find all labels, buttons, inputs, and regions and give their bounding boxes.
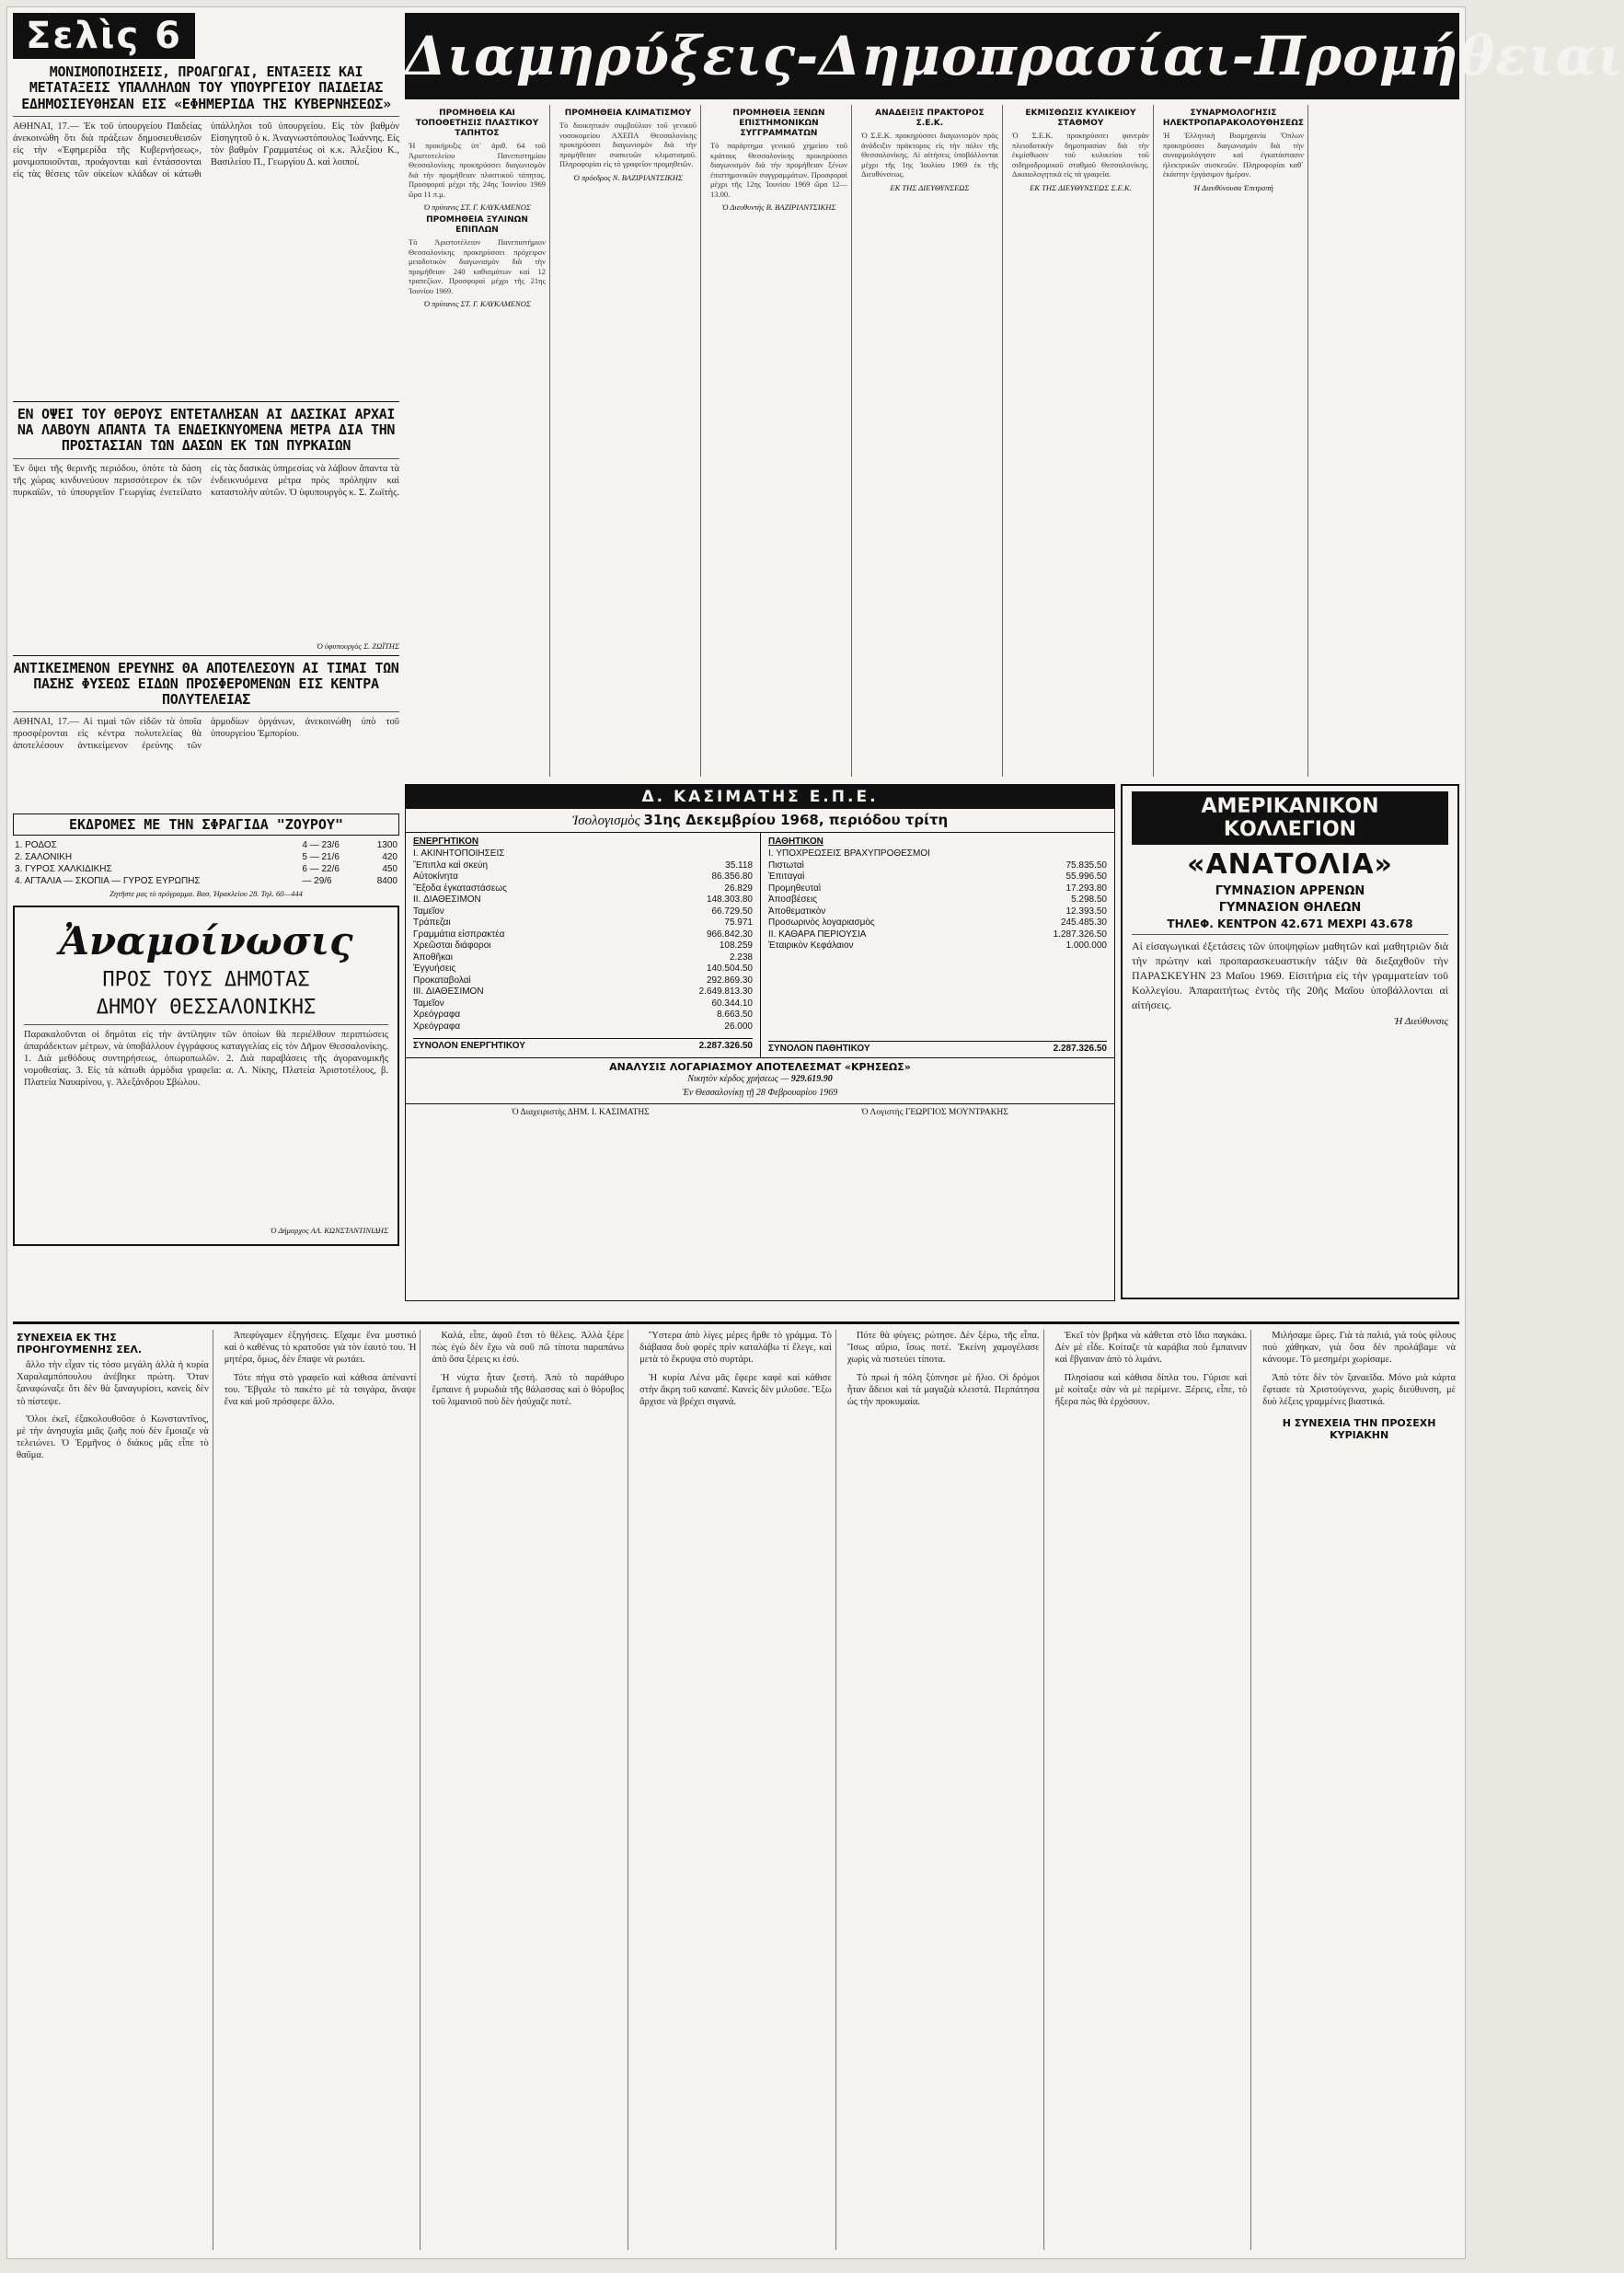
table-row — [413, 963, 753, 975]
serial-paragraph: Πλησίασα καὶ κάθισα δίπλα του. Γύρισε καὶ μὲ κοίταξε σὰν νὰ μὲ περίμενε. Ξέρεις, εἶπε, τὸ ἤξερα πὼς θὰ ἐρχόσουν. — [1054, 1372, 1248, 1408]
row-label: II. ΔΙΑΘΕΣΙΜΟΝ — [413, 894, 481, 905]
row-label: Χρεῶσται διάφοροι — [413, 940, 491, 951]
notice-signature: Ὁ πρύτανις ΣΤ. Γ. ΚΑΥΚΑΜΕΝΟΣ — [423, 202, 531, 212]
row-label: Ἔπιπλα καὶ σκεύη — [413, 860, 489, 871]
divider — [24, 1024, 388, 1025]
notice-title: ΑΝΑΔΕΙΞΙΣ ΠΡΑΚΤΟΡΟΣ Σ.Ε.Κ. — [875, 109, 985, 128]
serial-paragraph: Ἀπὸ τότε δὲν τὸν ξαναεῖδα. Μόνο μιὰ κάρτα ἔφτασε τὰ Χριστούγεννα, χωρὶς διεύθυνση, μὲ δυὸ λέξεις γραμμένες βιαστικά. — [1262, 1372, 1456, 1408]
college-title: ΑΜΕΡΙΚΑΝΙΚΟΝ ΚΟΛΛΕΓΙΟΝ — [1132, 791, 1448, 845]
row-value: 75.971 — [724, 917, 753, 928]
balance-columns — [406, 833, 1114, 1057]
excursions-title: ΕΚΔΡΟΜΕΣ ΜΕ ΤΗΝ ΣΦΡΑΓΙΔΑ "ΖΟΥΡΟΥ" — [13, 813, 399, 836]
college-phone: ΤΗΛΕΦ. ΚΕΝΤΡΟΝ 42.671 ΜΕΧΡΙ 43.678 — [1167, 917, 1413, 930]
college-boys-school: ΓΥΜΝΑΣΙΟΝ ΑΡΡΕΝΩΝ — [1215, 884, 1365, 898]
table-row — [413, 883, 753, 895]
row-label: III. ΔΙΑΘΕΣΙΜΟΝ — [413, 987, 484, 997]
row-value: 66.729.50 — [711, 906, 753, 917]
notice-title: ΠΡΟΜΗΘΕΙΑ ΞΥΛΙΝΩΝ ΕΠΙΠΛΩΝ — [426, 215, 528, 235]
divider — [13, 711, 399, 712]
excursion-price: 450 — [382, 864, 397, 875]
divider — [13, 116, 399, 117]
notice-column — [858, 105, 1003, 777]
row-value: 966.842.30 — [706, 929, 753, 940]
divider — [13, 655, 399, 656]
row-label: Ἑταιρικὸν Κεφάλαιον — [768, 940, 854, 951]
serial-story-section — [13, 1321, 1459, 2256]
serial-column — [1259, 1330, 1459, 2250]
signature-forest-fires: Ὁ ὑφυπουργὸς Σ. ΖΩΪΤΗΣ — [316, 640, 399, 651]
table-row — [13, 875, 399, 887]
tenders-banner: Διαμηρύξεις-Δημοπρασίαι-Προμήθειαι — [405, 13, 1459, 99]
announcement-signature: Ὁ Δήμαρχος ΑΛ. ΚΩΝΣΤΑΝΤΙΝΙΔΗΣ — [270, 1226, 388, 1236]
total-value: 2.287.326.50 — [1053, 1043, 1107, 1054]
notice-signature: ΕΚ ΤΗΣ ΔΙΕΥΘΥΝΣΕΩΣ — [890, 182, 970, 192]
college-name: «ΑΝΑΤΟΛΙΑ» — [1187, 848, 1393, 881]
notice-grid — [405, 105, 1459, 777]
excursion-dates: 6 — 22/6 — [302, 864, 340, 875]
row-value: 60.344.10 — [711, 998, 753, 1009]
row-label: Ἀποθεματικὸν — [768, 906, 826, 917]
college-girls-school: ΓΥΜΝΑΣΙΟΝ ΘΗΛΕΩΝ — [1218, 901, 1362, 915]
row-value: 75.835.50 — [1065, 860, 1107, 871]
top-section — [7, 7, 1624, 1314]
serial-paragraph: Τότε πήγα στὸ γραφεῖο καὶ κάθισα ἀπέναντί του. Ἔβγαλε τὸ πακέτο μὲ τὰ τσιγάρα, ἄναψε ἕνα καὶ μοῦ πρόσφερε ἄλλο. — [224, 1372, 417, 1408]
table-row — [13, 851, 399, 863]
row-value: 245.485.30 — [1060, 917, 1107, 928]
profit-loss-title: ΑΝΑΛΥΣΙΣ ΛΟΓΑΡΙΑΣΜΟΥ ΑΠΟΤΕΛΕΣΜΑΤ «ΚΡΗΣΕΩΣ» — [406, 1057, 1114, 1074]
row-value: 2.649.813.30 — [698, 987, 753, 997]
balance-subtitle-a: Ἰσολογισμὸς — [571, 813, 640, 828]
table-row — [413, 871, 753, 883]
serial-paragraph: Ἡ νύχτα ἦταν ζεστή. Ἀπὸ τὸ παράθυρο ἔμπαινε ἡ μυρωδιὰ τῆς θάλασσας καὶ ὁ θόρυβος τοῦ λιμανιοῦ ποὺ δὲν ἡσύχαζε ποτέ. — [432, 1372, 625, 1408]
right-area — [405, 13, 1624, 1306]
municipal-announcement — [13, 906, 399, 1246]
excursion-price: 8400 — [376, 876, 397, 887]
headline-luxury-prices: ΑΝΤΙΚΕΙΜΕΝΟΝ ΕΡΕΥΝΗΣ ΘΑ ΑΠΟΤΕΛΕΣΟΥΝ ΑΙ ΤΙΜΑΙ ΤΩΝ ΠΑΣΗΣ ΦΥΣΕΩΣ ΕΙΔΩΝ ΠΡΟΣΦΕΡΟΜΕΝΩΝ ΕΙΣ ΚΕΝΤΡΑ ΠΟΛΥΤΕΛΕΙΑΣ — [13, 659, 399, 708]
notice-signature: Ὁ Διευθυντής Β. ΒΑΖΙΡΙΑΝΤΣΙΚΗΣ — [721, 202, 836, 212]
row-value: 55.996.50 — [1065, 871, 1107, 882]
notice-signature: Ὁ πρύτανις ΣΤ. Γ. ΚΑΥΚΑΜΕΝΟΣ — [423, 299, 531, 308]
profit-loss-total: 929.619.90 — [790, 1073, 833, 1084]
notice-signature: Ὁ πρόεδρος Ν. ΒΑΖΙΡΙΑΝΤΣΙΚΗΣ — [572, 172, 684, 182]
divider — [13, 401, 399, 402]
serial-paragraph: Τὸ πρωὶ ἡ πόλη ξύπνησε μὲ ἥλιο. Οἱ δρόμοι ἦταν ἄδειοι καὶ τὰ μαγαζιὰ κλειστά. Περπάτησα ὡς τὴν προκυμαία. — [847, 1372, 1040, 1408]
excursion-name: 2. ΣΑΛΟΝΙΚΗ — [15, 852, 73, 863]
table-row — [413, 952, 753, 964]
assets-side — [406, 833, 760, 1057]
row-label: Ἀποθῆκαι — [413, 952, 453, 963]
announcement-heading: Ἀναμοίνωσις — [59, 918, 353, 964]
table-row — [768, 917, 1107, 929]
notice-title: ΕΚΜΙΣΘΩΣΙΣ ΚΥΛΙΚΕΙΟΥ ΣΤΑΘΜΟΥ — [1025, 109, 1136, 128]
serial-column — [1052, 1330, 1252, 2250]
balance-subtitle — [406, 809, 1114, 833]
row-value: 26.829 — [724, 883, 753, 894]
balance-signatures — [406, 1103, 1114, 1121]
row-value: 292.869.30 — [706, 975, 753, 986]
balance-date: Ἐν Θεσσαλονίκῃ τῇ 28 Φεβρουαρίου 1969 — [682, 1087, 838, 1098]
serial-heading: ΣΥΝΕΧΕΙΑ ΕΚ ΤΗΣ ΠΡΟΗΓΟΥΜΕΝΗΣ ΣΕΛ. — [17, 1332, 143, 1356]
table-row — [413, 906, 753, 918]
table-row — [768, 940, 1107, 952]
row-label: II. ΚΑΘΑΡΑ ΠΕΡΙΟΥΣΙΑ — [768, 929, 867, 940]
serial-paragraph: Πότε θὰ φύγεις; ρώτησε. Δὲν ξέρω, τῆς εἶπα. Ἴσως αὔριο, ἴσως ποτέ. Ἐκείνη χαμογέλασε χωρὶς νὰ πιστεύει τίποτα. — [847, 1331, 1040, 1366]
row-label: Γραμμάτια εἰσπρακτέα — [413, 929, 505, 940]
row-value: 148.303.80 — [706, 894, 753, 905]
notice-title: ΣΥΝΑΡΜΟΛΟΓΗΣΙΣ ΗΛΕΚΤΡΟΠΑΡΑΚΟΛΟΥΘΗΣΕΩΣ — [1162, 109, 1305, 128]
notice-body: Ὁ Σ.Ε.Κ. προκηρύσσει φανερὰν πλειοδοτικὴν δημοπρασίαν διὰ τὴν ἐκμίσθωσιν τοῦ κυλικείου τοῦ σιδηροδρομικοῦ σταθμοῦ Θεσσαλονίκης. Δικαιολογητικὰ εἰς τὰ γραφεῖα. — [1011, 131, 1149, 179]
row-label: Αὐτοκίνητα — [413, 871, 458, 882]
row-label: Προμηθευταὶ — [768, 883, 822, 894]
table-row — [13, 863, 399, 875]
row-label: Προκαταβολαὶ — [413, 975, 471, 986]
table-row — [413, 1021, 753, 1033]
row-label: I. ΑΚΙΝΗΤΟΠΟΙΗΣΕΙΣ — [413, 848, 505, 859]
serial-column — [844, 1330, 1044, 2250]
row-label: Ἀποσβέσεις — [768, 894, 818, 905]
serial-column — [221, 1330, 421, 2250]
excursion-dates: 5 — 21/6 — [302, 852, 340, 863]
headline-forest-fires: ΕΝ ΟΨΕΙ ΤΟΥ ΘΕΡΟΥΣ ΕΝΤΕΤΑΛΗΣΑΝ ΑΙ ΔΑΣΙΚΑΙ ΑΡΧΑΙ ΝΑ ΛΑΒΟΥΝ ΑΠΑΝΤΑ ΤΑ ΕΝΔΕΙΚΝΥΟΜΕΝΑ ΜΕΤΡΑ ΔΙΑ ΤΗΝ ΠΡΟΣΤΑΣΙΑΝ ΤΩΝ ΔΑΣΩΝ ΕΚ ΤΩΝ ΠΥΡΚΑΙΩΝ — [17, 405, 396, 455]
row-value: 108.259 — [719, 940, 753, 951]
row-value: 140.504.50 — [706, 963, 753, 974]
manager-signature: Ὁ Διαχειριστὴς ΔΗΜ. Ι. ΚΑΣΙΜΑΤΗΣ — [512, 1107, 650, 1117]
notice-body: Τὸ Ἀριστοτέλειον Πανεπιστήμιον Θεσσαλονίκης προκηρύσσει πρόχειρον μειοδοτικὸν διαγωνισμὸν διὰ τὴν προμήθειαν 240 καθισμάτων καὶ 12 τραπεζίων. Προσφοραὶ μέχρι τῆς 21ης Ἰουνίου 1969. — [409, 237, 546, 295]
table-row — [413, 929, 753, 941]
row-value: 17.293.80 — [1065, 883, 1107, 894]
announcement-line-1: ΠΡΟΣ ΤΟΥΣ ΔΗΜΟΤΑΣ — [102, 968, 310, 992]
row-label: Ἔξοδα ἐγκαταστάσεως — [413, 883, 507, 894]
profit-loss-subtitle: Νικητὸν κέρδος χρήσεως — 929.619.90 — [687, 1073, 833, 1084]
serial-column — [428, 1330, 628, 2250]
row-value: 8.663.50 — [717, 1010, 753, 1020]
article-appointments: ΑΘΗΝΑΙ, 17.— Ἐκ τοῦ ὑπουργείου Παιδείας ἀνεκοινώθη ὅτι διὰ πράξεων δημοσιευθεισῶν εἰς τὴν «Ἐφημερίδα τῆς Κυβερνήσεως», μονιμοποιοῦνται, προάγονται καὶ ἐντάσσονται εἰς τὰς θέσεις τῶν οἰκείων κλάδων οἱ κάτωθι ὑπάλληλοι τοῦ ὑπουργείου. Εἰς τὸν βαθμὸν Εἰσηγητοῦ ὁ κ. Ἀναγνωστόπουλος Ἰωάννης. Εἰς τὸν βαθμὸν Γραμματέως οἱ κ.κ. Ἀλεξίου Κ., Βασιλείου Π., Γεωργίου Δ. καὶ λοιποί. — [13, 121, 399, 179]
notice-column — [1159, 105, 1308, 777]
profit-loss-label: Νικητὸν κέρδος χρήσεως — [687, 1073, 778, 1084]
row-value: 2.238 — [729, 952, 753, 963]
serial-paragraph: Καλά, εἶπε, ἀφοῦ ἔτσι τὸ θέλεις. Ἀλλὰ ξέρε πὼς ἐγὼ δὲν ἔχω νὰ σοῦ πῶ τίποτα παραπάνω ἀπὸ ὅσα ξέρεις κι ἐσύ. — [432, 1331, 625, 1366]
table-row — [413, 917, 753, 929]
left-column — [13, 13, 399, 1306]
row-value: 1.287.326.50 — [1053, 929, 1107, 940]
notice-signature: ΕΚ ΤΗΣ ΔΙΕΥΘΥΝΣΕΩΣ Σ.Ε.Κ. — [1030, 182, 1132, 192]
row-label: Τράπεζαι — [413, 917, 451, 928]
excursions-footer: Ζητῆστε μας τὸ πρόγραμμα. Βασ. Ἡρακλείου 28. Τηλ. 60—444 — [109, 889, 303, 899]
notice-signature: Ἡ Διευθύνουσα Ἐπιτροπὴ — [1193, 182, 1273, 192]
notice-body: Τὸ παράρτημα γενικοῦ χημείου τοῦ κράτους Θεσσαλονίκης προκηρύσσει διαγωνισμὸν διὰ τὴν προμήθειαν ξένων ἐπιστημονικῶν συγγραμμάτων. Προσφοραὶ μέχρι τῆς 12ης Ἰουνίου 1969 ὥρα 12—13.00. — [709, 141, 847, 199]
assets-total-row — [413, 1038, 753, 1051]
table-row — [768, 860, 1107, 872]
serial-paragraph: Ἀπεφύγαμεν ἐξηγήσεις. Εἴχαμε ἕνα μυστικό καὶ ὁ καθένας τὸ κρατοῦσε γιὰ τὸν ἑαυτό του. Ἡ μητέρα, ὅμως, δὲν ἔπαψε νὰ ρωτάει. — [224, 1331, 417, 1366]
row-label: Ταμεῖον — [413, 998, 444, 1009]
divider — [1132, 934, 1448, 935]
table-row — [13, 839, 399, 851]
serial-column — [13, 1330, 213, 2250]
excursion-name: 1. ΡΟΔΟΣ — [15, 840, 57, 851]
excursion-price: 420 — [382, 852, 397, 863]
serial-paragraph: Ὕστερα ἀπὸ λίγες μέρες ἤρθε τὸ γράμμα. Τὸ διάβασα δυὸ φορὲς πρὶν καταλάβω τί ἔλεγε, καὶ μετὰ τὸ ἔκρυψα στὸ συρτάρι. — [639, 1331, 832, 1366]
excursion-price: 1300 — [376, 840, 397, 851]
headline-appointments: ΜΟΝΙΜΟΠΟΙΗΣΕΙΣ, ΠΡΟΑΓΩΓΑΙ, ΕΝΤΑΞΕΙΣ ΚΑΙ ΜΕΤΑΤΑΞΕΙΣ ΥΠΑΛΛΗΛΩΝ ΤΟΥ ΥΠΟΥΡΓΕΙΟΥ ΠΑΙΔΕΙΑΣ ΕΔΗΜΟΣΙΕΥΘΗΣΑΝ ΕΙΣ «ΕΦΗΜΕΡΙΔΑ ΤΗΣ ΚΥΒΕΡΝΗΣΕΩΣ» — [21, 63, 391, 112]
notice-body: Τὸ διοικητικὸν συμβούλιον τοῦ γενικοῦ νοσοκομείου ΑΧΕΠΑ Θεσσαλονίκης προκηρύσσει διαγωνισμὸν διὰ τὴν προμήθειαν συσκευῶν κλιματισμοῦ. Πληροφορίαι εἰς τὸ γραφεῖον προμηθειῶν. — [559, 121, 697, 168]
article-forest-fires: Ἐν ὄψει τῆς θερινῆς περιόδου, ὁπότε τὰ δάση τῆς χώρας κινδυνεύουν περισσότερον ἐκ τῶν πυρκαϊῶν, τὸ ὑπουργεῖον Γεωργίας ἐνετείλατο εἰς τὰς δασικὰς ὑπηρεσίας νὰ λάβουν ἅπαντα τὰ ἐνδεικνυόμενα μέτρα πρὸς πρόληψιν καὶ καταστολὴν αὐτῶν. Ὁ ὑφυπουργὸς κ. Σ. Ζωϊτὴς. — [13, 463, 399, 498]
balance-subtitle-b: 31ης Δεκεμβρίου 1968, περιόδου τρίτη — [643, 812, 949, 828]
notice-column — [405, 105, 550, 777]
total-label: ΣΥΝΟΛΟΝ ΕΝΕΡΓΗΤΙΚΟΥ — [413, 1041, 525, 1051]
table-row — [768, 848, 1107, 860]
row-value: 5.298.50 — [1071, 894, 1107, 905]
notice-title: ΠΡΟΜΗΘΕΙΑ ΚΛΙΜΑΤΙΣΜΟΥ — [564, 109, 692, 118]
college-body: Αἱ εἰσαγωγικαὶ ἐξετάσεις τῶν ὑποψηφίων μαθητῶν καὶ μαθητριῶν διὰ τὴν πρώτην καὶ προπαρασκευαστικὴν τάξιν θὰ διεξαχθοῦν τὴν ΠΑΡΑΣΚΕΥΗΝ 23 Μαΐου 1969. Εἰσιτήρια εἰς τὴν γραμματείαν τοῦ Κολλεγίου. Ἀπαραιτήτως ἐντὸς τῆς 20ῆς Μαΐου ὑποβάλλονται αἱ αἰτήσεις. — [1132, 940, 1448, 1011]
table-row — [413, 848, 753, 860]
table-row — [413, 860, 753, 872]
accountant-signature: Ὁ Λογιστὴς ΓΕΩΡΓΙΟΣ ΜΟΥΝΤΡΑΚΗΣ — [861, 1107, 1008, 1117]
notice-title: ΠΡΟΜΗΘΕΙΑ ΞΕΝΩΝ ΕΠΙΣΤΗΜΟΝΙΚΩΝ ΣΥΓΓΡΑΜΜΑΤΩΝ — [732, 109, 825, 138]
table-row — [413, 940, 753, 952]
article-luxury-prices: ΑΘΗΝΑΙ, 17.— Αἱ τιμαὶ τῶν εἰδῶν τὰ ὁποῖα προσφέρονται εἰς κέντρα πολυτελείας θὰ ἀποτελέσουν ἀντικείμενον ἐρεύνης τῶν ἀρμοδίων ὀργάνων, ἀνεκοινώθη ὑπὸ τοῦ ὑπουργείου Ἐμπορίου. — [13, 717, 399, 752]
notice-column — [1008, 105, 1154, 777]
table-row — [768, 871, 1107, 883]
page-number-label: Σελὶς 6 — [13, 13, 195, 59]
table-row — [413, 975, 753, 987]
serial-grid — [13, 1324, 1459, 2250]
excursion-name: 3. ΓΥΡΟΣ ΧΑΛΚΙΔΙΚΗΣ — [15, 864, 112, 875]
serial-paragraph: Ἐκεῖ τὸν βρῆκα νὰ κάθεται στὸ ἴδιο παγκάκι. Δὲν μὲ εἶδε. Κοίταζε τὰ καράβια ποὺ ἔμπαιναν καὶ ἔβγαιναν ἀπὸ τὸ λιμάνι. — [1054, 1331, 1248, 1366]
excursion-dates: 4 — 23/6 — [302, 840, 340, 851]
excursion-name: 4. ΑΓΤΑΛΙΑ — ΣΚΟΠΙΑ — ΓΥΡΟΣ ΕΥΡΩΠΗΣ — [15, 876, 201, 887]
announcement-line-2: ΔΗΜΟΥ ΘΕΣΣΑΛΟΝΙΚΗΣ — [96, 996, 317, 1020]
row-label: Πιστωταὶ — [768, 860, 804, 871]
newspaper-page — [7, 7, 1624, 2258]
row-value: 26.000 — [724, 1021, 753, 1032]
row-value: 35.118 — [725, 860, 753, 871]
row-value: 86.356.80 — [711, 871, 753, 882]
notice-body: Ἡ Ἑλληνικὴ Βιομηχανία Ὅπλων προκηρύσσει διαγωνισμὸν διὰ τὴν συναρμολόγησιν καὶ ἐγκατάστασιν ἠλεκτρικῶν συσκευῶν. Πληροφορίαι καθ᾿ ἑκάστην ἐργάσιμον ἡμέραν. — [1162, 131, 1305, 179]
notice-body: Ἡ προκήρυξις ὑπ᾿ ἀριθ. 64 τοῦ Ἀριστοτελείου Πανεπιστημίου Θεσσαλονίκης προκηρύσσει διαγωνισμὸν διὰ τὴν προμήθειαν πλαστικοῦ τάπητος. Προσφοραὶ μέχρι τῆς 24ης Ἰουνίου 1969 ὥρα 11 π.μ. — [409, 141, 546, 199]
total-value: 2.287.326.50 — [698, 1041, 753, 1051]
assets-heading: ΕΝΕΡΓΗΤΙΚΟΝ — [413, 837, 479, 847]
serial-paragraph: Ὅλοι ἐκεῖ, ἐξακολουθοῦσε ὁ Κωνσταντῖνος, μὲ τὴν ἀνησυχία μιᾶς ζωῆς ποὺ δὲν ἔμοιαζε νὰ τελειώνει. Ὁ Ἐρμῆνος ὁ διάκος μᾶς εἶπε τὸ θαῦμα. — [17, 1413, 209, 1461]
table-row — [768, 894, 1107, 906]
liabilities-heading: ΠΑΘΗΤΙΚΟΝ — [768, 837, 824, 847]
notice-column — [707, 105, 852, 777]
serial-column — [636, 1330, 836, 2250]
announcement-body: Παρακαλοῦνται οἱ δημόται εἰς τὴν ἀντίληψιν τῶν ὁποίων θὰ περιέλθουν περιπτώσεις ἀπαράδεκτων μέτρων, νὰ ὑποβάλλουν ἐγγράφους καταγγελίας εἰς τὸν Δῆμον Θεσσαλονίκης. 1. Διὰ μεθόδους συντηρήσεως, ὀπωροπωλῶν. 2. Διὰ παραβάσεις τῆς ἀγορανομικῆς νομοθεσίας. 3. Εἰς τὰ κάτωθι ἀρμόδια γραφεῖα: α. Λ. Νίκης, Πλατεία Ἀριστοτέλους, β. Πλατεία Ναυαρίνου, γ. Ἀλεξάνδρου Σβώλου. — [24, 1030, 388, 1089]
table-row — [768, 929, 1107, 941]
notices-area — [405, 105, 1459, 1301]
row-value: 12.393.50 — [1065, 906, 1107, 917]
notice-title: ΠΡΟΜΗΘΕΙΑ ΚΑΙ ΤΟΠΟΘΕΤΗΣΙΣ ΠΛΑΣΤΙΚΟΥ ΤΑΠΗΤΟΣ — [415, 109, 539, 138]
row-label: I. ΥΠΟΧΡΕΩΣΕΙΣ ΒΡΑΧΥΠΡΟΘΕΣΜΟΙ — [768, 848, 930, 859]
row-label: Χρεόγραφα — [413, 1021, 461, 1032]
row-label: Ἐπιταγαὶ — [768, 871, 805, 882]
table-row — [768, 883, 1107, 895]
college-footer: Ἡ Διεύθυνσις — [1394, 1016, 1448, 1027]
row-label: Προσωρινὸς λογαριασμὸς — [768, 917, 875, 928]
notice-column — [1314, 105, 1459, 777]
liabilities-side — [760, 833, 1114, 1057]
notice-column — [556, 105, 701, 777]
total-label: ΣΥΝΟΛΟΝ ΠΑΘΗΤΙΚΟΥ — [768, 1043, 870, 1054]
table-row — [768, 906, 1107, 918]
table-row — [413, 998, 753, 1010]
serial-paragraph: Μιλήσαμε ὥρες. Γιὰ τὰ παλιά, γιὰ τοὺς φίλους ποὺ χάθηκαν, γιὰ ὅσα δὲν προλάβαμε νὰ κάνουμε. Τὸ μεσημέρι χωρίσαμε. — [1262, 1331, 1456, 1366]
excursions-table — [13, 839, 399, 887]
row-label: Ἐγγυήσεις — [413, 963, 456, 974]
table-row — [413, 987, 753, 998]
table-row — [413, 894, 753, 906]
row-value: 1.000.000 — [1065, 940, 1107, 951]
divider — [13, 458, 399, 459]
serial-paragraph: Ἡ κυρία Λένα μᾶς ἔφερε καφὲ καὶ κάθισε στὴν ἄκρη τοῦ καναπέ. Κανεὶς δὲν μιλοῦσε. Ἔξω ἄρχισε νὰ βρέχει σιγανά. — [639, 1372, 832, 1408]
row-label: Χρεόγραφα — [413, 1010, 461, 1020]
balance-company: Δ. ΚΑΣΙΜΑΤΗΣ Ε.Π.Ε. — [406, 785, 1114, 809]
excursion-dates: — 29/6 — [302, 876, 332, 887]
serial-paragraph: ἄλλο τὴν εἶχαν τίς τόσο μεγάλη ἀλλὰ ἡ κυρία Χαραλαμπόπουλου ἀνέβηκε πρώτη. Ὅταν ξαναφώναξε ὅτι δὲν θὰ ξαναγυρίσει, κανεὶς δὲν τὸ πίστεψε. — [17, 1360, 209, 1407]
liabilities-total-row — [768, 1041, 1107, 1054]
serial-continuation-note: Η ΣΥΝΕΧΕΙΑ ΤΗΝ ΠΡΟΣΕΧΗ ΚΥΡΙΑΚΗΝ — [1282, 1417, 1436, 1442]
balance-sheet — [405, 784, 1115, 1301]
college-advertisement — [1121, 784, 1459, 1299]
notice-body: Ὁ Σ.Ε.Κ. προκηρύσσει διαγωνισμὸν πρὸς ἀνάδειξιν πράκτορος εἰς τὴν πόλιν τῆς Θεσσαλονίκης. Αἱ αἰτήσεις ὑποβάλλονται μέχρι τῆς 1ης Ἰουλίου 1969 ἐκ τῆς Διευθύνσεως. — [860, 131, 998, 179]
row-label: Ταμεῖον — [413, 906, 444, 917]
table-row — [413, 1010, 753, 1021]
